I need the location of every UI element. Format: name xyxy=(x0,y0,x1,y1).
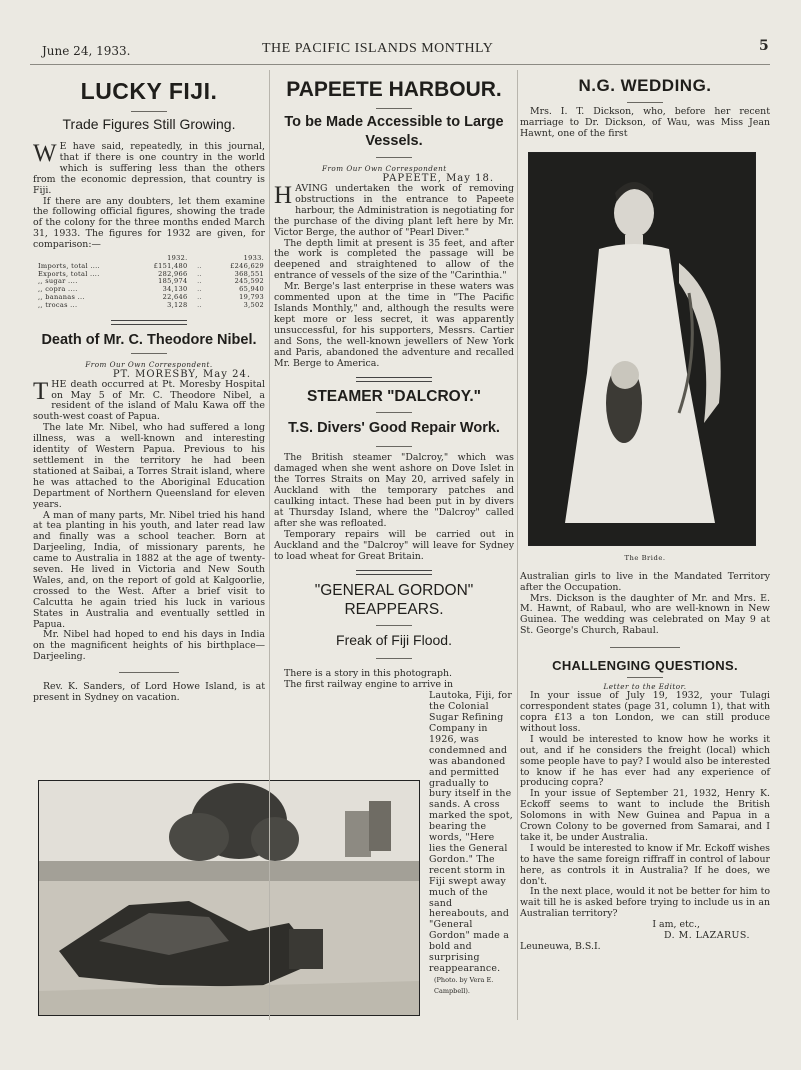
photo-caption: The Bride. xyxy=(624,553,666,562)
trade-figures-table xyxy=(37,255,265,310)
table-row: Exports, total .... 282,966 .. 368,551 xyxy=(38,269,264,278)
rule xyxy=(376,625,412,626)
headline-general-gordon: "GENERAL GORDON" REAPPEARS. xyxy=(314,582,474,619)
headline-dalcroy: STEAMER "DALCROY." xyxy=(306,388,481,406)
column-1 xyxy=(33,70,265,704)
subhead-dalcroy: T.S. Divers' Good Repair Work. xyxy=(288,420,500,437)
article-dalcroy xyxy=(274,388,514,575)
drop-cap: T xyxy=(33,377,49,405)
column-2 xyxy=(274,70,514,997)
wedding-para-3: Mrs. Dickson is the daughter of Mr. and Mrs. E. M. Hawnt, of Rabaul, who are well-known in New Guinea. The wedding was celebrated on May 9 at St. George's Church, Rabaul. xyxy=(520,592,770,637)
rule xyxy=(376,412,412,413)
rule xyxy=(627,677,663,678)
rule xyxy=(627,102,663,103)
subhead-general-gordon: Freak of Fiji Flood. xyxy=(336,632,452,649)
article-general-gordon xyxy=(274,581,514,996)
gordon-para-2a: The first railway engine to arrive in xyxy=(284,679,454,691)
photo-credit: (Photo. by Vera E. Campbell). xyxy=(434,975,494,995)
byline: From Our Own Correspondent. xyxy=(85,359,213,369)
header-rule xyxy=(30,64,770,65)
bride-image xyxy=(529,153,755,545)
drop-cap: H xyxy=(274,182,293,209)
headline-lucky-fiji: LUCKY FIJI. xyxy=(80,78,218,104)
issue-date: June 24, 1933. xyxy=(42,44,131,58)
dalcroy-para-2: Temporary repairs will be carried out in Auckland and the "Dalcroy" will leave for Sydney to load wheat for Great Britain. xyxy=(274,528,514,562)
article-nibel xyxy=(33,331,265,674)
nibel-para-4: Mr. Nibel had hoped to end his days in India on the magnificent heights of his birthplace—Darjeeling. xyxy=(33,629,265,663)
letter-place: Leuneuwa, B.S.I. xyxy=(520,941,601,952)
year-1932: 1932. xyxy=(167,254,188,263)
lucky-fiji-para-1: W E have said, repeatedly, in this journal, that if there is one country in the world which is suffering less than the others from the economic depression, that country is Fiji. xyxy=(33,140,265,196)
rule xyxy=(119,672,179,673)
column-divider xyxy=(269,70,270,1020)
byline: From Our Own Correspondent xyxy=(322,164,447,173)
year-1933: 1933. xyxy=(243,254,264,263)
wedding-para-1: Mrs. I. T. Dickson, who, before her recent marriage to Dr. Dickson, of Wau, was Miss Jean Hawnt, one of the first xyxy=(520,106,770,139)
table-row: ,, sugar .... 185,974 .. 245,592 xyxy=(38,277,264,286)
bride-photo xyxy=(528,152,756,546)
rule xyxy=(376,157,412,158)
subhead-lucky-fiji: Trade Figures Still Growing. xyxy=(62,116,236,132)
letter-closing: I am, etc., xyxy=(652,919,700,931)
letter-para-5: In the next place, would it not be better for him to wait till he is asked before trying to include us in an Australian territory? xyxy=(520,886,770,920)
letter-para-2: I would be interested to know how he works it out, and if he considers the freight (local) which some people have to pay? I would also be interested to know if he has ever had any experience of producing copra? xyxy=(520,733,770,789)
publication-title: THE PACIFIC ISLANDS MONTHLY xyxy=(262,41,494,56)
nibel-para-2: The late Mr. Nibel, who had suffered a long illness, was a well-known and interesting identity of Western Papua. Previous to his settlement in the territory he had been stationed at Saibai, a Torres Strait island, where he was attached to the Aboriginal Education Department of Northern Queensland for eleven years. xyxy=(33,422,265,510)
article-lucky-fiji xyxy=(33,78,265,325)
table-row: ,, trocas ... 3,128 .. 3,502 xyxy=(38,300,264,309)
papeete-para-2: The depth limit at present is 35 feet, and after the work is completed the passage will be deepened and straightened to allow of the entrance of vessels of the size of the "Carinthia." xyxy=(274,237,514,282)
rule xyxy=(376,108,412,109)
rule xyxy=(131,111,167,112)
papeete-para-3: Mr. Berge's last enterprise in these waters was commented upon at the time in "The Pacific Islands Monthly," and, although the results were kept more or less secret, it was apparently unsuccessful, for his supporters, Messrs. Cartier and Sons, the well-known jewellers of New York and Paris, abandoned the adventure and recalled Mr. Berge to America. xyxy=(274,281,514,369)
nibel-para-3: A man of many parts, Mr. Nibel tried his hand at tea planting in his youth, and later read law and finally was a school teacher. Born at Darjeeling, India, of missionary parents, he came to Australia in 1882 at the age of twenty-seven. He lived in Victoria and New South Wales, and, on the report of gold at Kalgoorlie, crossed to the West. After a brief visit to Calcutta he again tried his luck in various States in Australia and eventually settled in Papua. xyxy=(33,509,265,630)
lucky-fiji-para-2: If there are any doubters, let them examine the following official figures, showing the trade of the colony for the three months ended March 31, 1933. The figures for 1932 are given, for comparison:— xyxy=(33,195,265,251)
gordon-para-1: There is a story in this photograph. xyxy=(284,668,452,680)
headline-nibel: Death of Mr. C. Theodore Nibel. xyxy=(41,331,257,348)
article-papeete xyxy=(274,78,514,382)
papeete-para-1: HAVING undertaken the work of removing obstructions in the entrance to Papeete harbour, the Administration is negotiating for the purchase of the diving plant left here by Mr. Victor Berge, the author of "Pearl Diver." xyxy=(274,182,514,238)
rule xyxy=(376,658,412,659)
headline-wedding: N.G. WEDDING. xyxy=(578,76,712,95)
dateline: PAPEETE, May 18. xyxy=(382,173,494,184)
page-number: 5 xyxy=(759,38,769,54)
dalcroy-para-1: The British steamer "Dalcroy," which was damaged when she went ashore on Dove Islet in the Torres Straits on May 20, arrived safely in Auckland with the temporary patches and caulking intact. These had been put in by divers at Thursday Island, where the "Dalcroy" called after she was refloated. xyxy=(274,452,514,529)
section-divider xyxy=(111,320,187,325)
section-divider xyxy=(356,570,432,575)
column-divider xyxy=(517,70,518,1020)
sanders-note: Rev. K. Sanders, of Lord Howe Island, is at present in Sydney on vacation. xyxy=(33,681,265,704)
byline: Letter to the Editor. xyxy=(603,682,687,692)
letter-para-1: In your issue of July 19, 1932, your Tulagi correspondent states (page 31, column 1), that with copra £13 a ton London, we can still produce without loss. xyxy=(520,690,770,734)
letter-para-3: In your issue of September 21, 1932, Henry K. Eckoff seems to want to include the British Solomons in with New Guinea and Papua in a Crown Colony to be governed from Samarai, and I take it, be under Australia. xyxy=(520,788,770,843)
nibel-para-1: THE death occurred at Pt. Moresby Hospital on May 5 of Mr. C. Theodore Nibel, a resident of the island of Malu Kawa off the south-west coast of Papua. xyxy=(33,377,265,423)
column-3 xyxy=(520,70,770,953)
table-row: ,, copra .... 34,130 .. 65,940 xyxy=(38,285,264,294)
table-row: ,, bananas ... 22,646 .. 19,793 xyxy=(38,293,264,302)
article-wedding xyxy=(520,76,770,648)
rule xyxy=(610,647,680,648)
gordon-para-2b: Lautoka, Fiji, for the Colonial Sugar Refining Company in 1926, was condemned and was abandoned and permitted gradually to bury itself in the sands. A cross marked the spot, bearing the words, "Here lies the General Gordon." The recent storm in Fiji swept away much of the sand hereabouts, and "General Gordon" made a bold and surprising reappearance. xyxy=(429,690,513,974)
page-header xyxy=(0,0,801,66)
drop-cap: W xyxy=(33,140,57,167)
wedding-para-2: Australian girls to live in the Mandated Territory after the Occupation. xyxy=(520,570,770,593)
table-row: Imports, total .... £151,480 .. £246,629 xyxy=(38,261,264,270)
letter-para-4: I would be interested to know if Mr. Eckoff wishes to have the same foreign riffraff in control of labour here, as controls it in Australia? If he does, we don't. xyxy=(520,842,770,887)
headline-papeete: PAPEETE HARBOUR. xyxy=(286,78,502,101)
rule xyxy=(131,353,167,354)
dateline: PT. MORESBY, May 24. xyxy=(112,368,251,380)
article-challenging-questions xyxy=(520,658,770,953)
headline-challenging-questions: CHALLENGING QUESTIONS. xyxy=(552,658,738,674)
rule xyxy=(376,446,412,447)
letter-signature: D. M. LAZARUS. xyxy=(663,930,750,942)
section-divider xyxy=(356,377,432,382)
subhead-papeete: To be Made Accessible to Large Vessels. xyxy=(284,114,504,149)
